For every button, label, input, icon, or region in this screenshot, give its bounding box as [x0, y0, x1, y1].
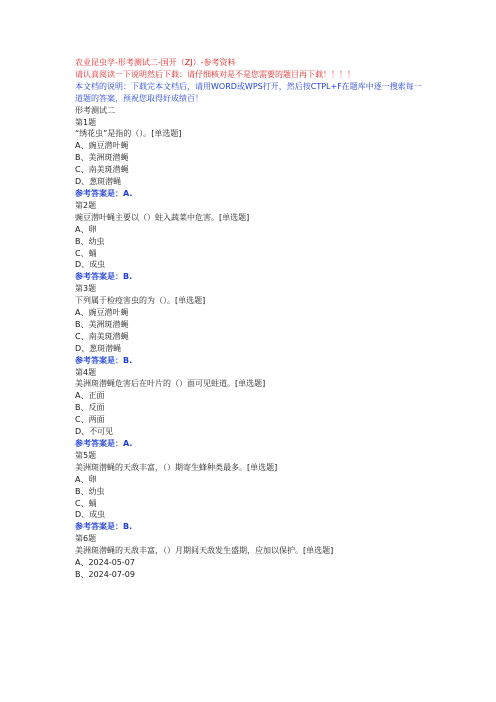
- answer-option: D、成虫: [75, 260, 106, 270]
- question-number: 第2题: [75, 200, 97, 210]
- answer-option: D、葱斑潜蝇: [75, 177, 122, 187]
- answer-option: A、豌豆潜叶蝇: [75, 308, 129, 318]
- answer-option: A、卵: [75, 224, 97, 234]
- usage-instruction: 本文档的说明：下载完本文档后，请用WORD或WPS打开，然后按CTPL+F在题库中逐一搜索每一道题的答案，预祝您取得好成绩百！: [75, 81, 422, 103]
- answer-option: C、蛹: [75, 498, 97, 508]
- question-number: 第6题: [75, 534, 97, 544]
- answer-option: B、幼虫: [75, 236, 105, 246]
- answer-option: C、南美斑潜蝇: [75, 331, 129, 341]
- answer-option: A、正面: [75, 391, 105, 401]
- reference-answer: 参考答案是：B.: [75, 522, 133, 532]
- answer-option: C、南美斑潜蝇: [75, 165, 129, 175]
- answer-option: B、2024-07-09: [75, 569, 135, 579]
- question-block: [75, 367, 425, 450]
- question-block: [75, 450, 425, 533]
- question-stem: 美洲斑潜蝇危害后在叶片的（）面可见蛀道。[单选题]: [75, 379, 266, 389]
- document-body: [75, 57, 425, 581]
- download-notice: 请认真阅读一下说明然后下载：请仔细核对是不是您需要的题目再下载！！！！: [75, 69, 355, 79]
- question-block: [75, 117, 425, 200]
- question-stem: “绣花虫”是指的（）。[单选题]: [75, 129, 182, 139]
- question-stem: 美洲斑潜蝇的天敌丰富，（）期寄生蜂种类最多。[单选题]: [75, 462, 278, 472]
- reference-answer: 参考答案是：A.: [75, 188, 133, 198]
- question-stem: 美洲斑潜蝇的天敌丰富，（）月期间天敌发生盛期，应加以保护。[单选题]: [75, 546, 334, 556]
- question-block: [75, 533, 425, 581]
- answer-option: A、卵: [75, 474, 97, 484]
- answer-option: A、2024-05-07: [75, 558, 135, 568]
- answer-option: D、不可见: [75, 427, 114, 437]
- question-stem: 豌豆潜叶蝇主要以（）蛀入蔬菜中危害。[单选题]: [75, 212, 250, 222]
- question-number: 第5题: [75, 450, 97, 460]
- reference-answer: 参考答案是：B.: [75, 355, 133, 365]
- section-title: 形考测试二: [75, 105, 115, 115]
- answer-option: D、成虫: [75, 510, 106, 520]
- question-block: [75, 200, 425, 283]
- answer-option: B、幼虫: [75, 486, 105, 496]
- reference-answer: 参考答案是：A.: [75, 439, 133, 448]
- answer-option: B、美洲斑潜蝇: [75, 319, 129, 329]
- question-number: 第1题: [75, 117, 97, 127]
- answer-option: A、豌豆潜叶蝇: [75, 141, 129, 151]
- answer-option: C、两面: [75, 415, 105, 425]
- answer-option: D、葱斑潜蝇: [75, 343, 122, 353]
- question-number: 第4题: [75, 367, 97, 377]
- document-title: 农业昆虫学-形考测试二-国开（ZJ）-参考资料: [75, 58, 236, 67]
- answer-option: B、美洲斑潜蝇: [75, 153, 129, 163]
- reference-answer: 参考答案是：B.: [75, 272, 133, 282]
- question-number: 第3题: [75, 284, 97, 294]
- question-list: [75, 117, 425, 581]
- question-stem: 下列属于检疫害虫的为（）。[单选题]: [75, 296, 206, 306]
- answer-option: C、蛹: [75, 248, 97, 258]
- question-block: [75, 283, 425, 366]
- answer-option: B、反面: [75, 403, 105, 413]
